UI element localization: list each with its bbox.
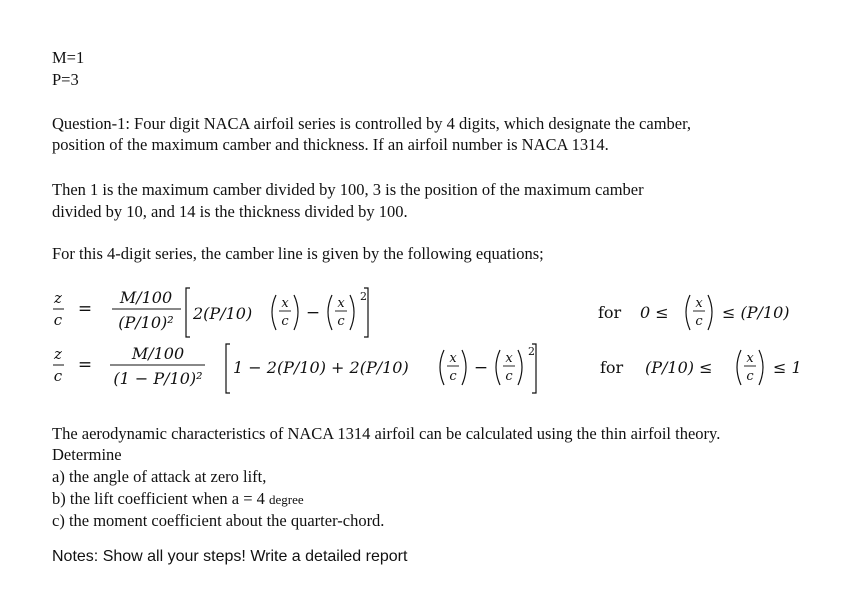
eq1-frac1-c: c: [281, 314, 289, 329]
eq2-frac2-c: c: [505, 369, 513, 384]
eq2-frac2-x: x: [505, 351, 513, 366]
eq2-equals: =: [77, 355, 93, 375]
eq2-numerator: M/100: [131, 344, 185, 363]
task-line-1: The aerodynamic characteristics of NACA 1314 airfoil can be calculated using the thin airfoil theory.: [52, 424, 721, 443]
camber-equation-forward: [53, 288, 790, 337]
eq2-minus: −: [473, 358, 489, 378]
eq1-left-bracket: [186, 288, 190, 337]
task-item-a: a) the angle of attack at zero lift,: [52, 467, 267, 486]
eq2-cond-paren-close: [759, 350, 763, 385]
eq1-equals: =: [77, 299, 93, 319]
eq1-lhs-numerator: z: [54, 289, 62, 307]
explanation-line-1: Then 1 is the maximum camber divided by 100, 3 is the position of the maximum camber: [52, 180, 644, 199]
eq1-condition-left: 0 ≤: [640, 303, 669, 322]
eq2-for: for: [600, 358, 624, 377]
task-item-c: c) the moment coefficient about the quarter-chord.: [52, 511, 385, 530]
task-item-b: [52, 489, 304, 510]
eq2-exponent: 2: [528, 345, 535, 358]
eq2-lhs-numerator: z: [54, 345, 62, 363]
eq2-cond-c: c: [746, 369, 754, 384]
eq2-left-bracket: [226, 344, 230, 393]
eq2-denominator: (1 − P/10)²: [113, 369, 203, 388]
eq1-numerator: M/100: [119, 288, 173, 307]
eq2-coefficient: 1 − 2(P/10) + 2(P/10): [233, 358, 409, 377]
eq2-paren-open-2: [496, 350, 500, 385]
explanation-line-2: divided by 10, and 14 is the thickness divided by 100.: [52, 202, 408, 221]
eq1-condition-right: ≤ (P/10): [722, 303, 790, 322]
eq1-denominator: (P/10)²: [118, 313, 174, 332]
eq2-cond-x: x: [746, 351, 754, 366]
eq1-cond-paren-open: [686, 295, 690, 330]
eq1-cond-paren-close: [708, 295, 712, 330]
question-line-1: Question-1: Four digit NACA airfoil series is controlled by 4 digits, which designate the camber,: [52, 114, 692, 133]
eq1-for: for: [598, 303, 622, 322]
task-item-b-text: b) the lift coefficient when a = 4: [52, 489, 270, 508]
eq1-cond-x: x: [695, 296, 703, 311]
equations-intro: For this 4-digit series, the camber line is given by the following equations;: [52, 244, 544, 263]
param-p: P=3: [52, 70, 79, 89]
eq2-cond-paren-open: [737, 350, 741, 385]
eq1-paren-open-1: [272, 295, 276, 330]
eq1-frac2-x: x: [337, 296, 345, 311]
question-line-2: position of the maximum camber and thickness. If an airfoil number is NACA 1314.: [52, 135, 609, 154]
eq2-condition-left: (P/10) ≤: [645, 358, 713, 377]
eq1-lhs-denominator: c: [53, 311, 63, 329]
task-item-b-unit: degree: [269, 492, 304, 507]
camber-line-equations: [0, 280, 851, 404]
eq2-frac1-x: x: [449, 351, 457, 366]
eq1-paren-open-2: [328, 295, 332, 330]
eq2-paren-close-2: [518, 350, 522, 385]
camber-equation-aft: [53, 344, 802, 393]
task-line-2: Determine: [52, 445, 122, 464]
eq1-cond-c: c: [695, 314, 703, 329]
eq2-condition-right: ≤ 1: [773, 358, 802, 377]
eq1-coefficient: 2(P/10): [193, 304, 253, 323]
eq2-frac1-c: c: [449, 369, 457, 384]
notes-line: Notes: Show all your steps! Write a detailed report: [52, 548, 408, 565]
eq1-minus: −: [305, 303, 321, 323]
eq1-frac1-x: x: [281, 296, 289, 311]
eq1-exponent: 2: [360, 290, 367, 303]
eq1-paren-close-2: [350, 295, 354, 330]
eq2-lhs-denominator: c: [53, 367, 63, 385]
eq2-paren-close-1: [462, 350, 466, 385]
eq1-paren-close-1: [294, 295, 298, 330]
param-m: M=1: [52, 48, 85, 67]
eq2-paren-open-1: [440, 350, 444, 385]
eq1-frac2-c: c: [337, 314, 345, 329]
